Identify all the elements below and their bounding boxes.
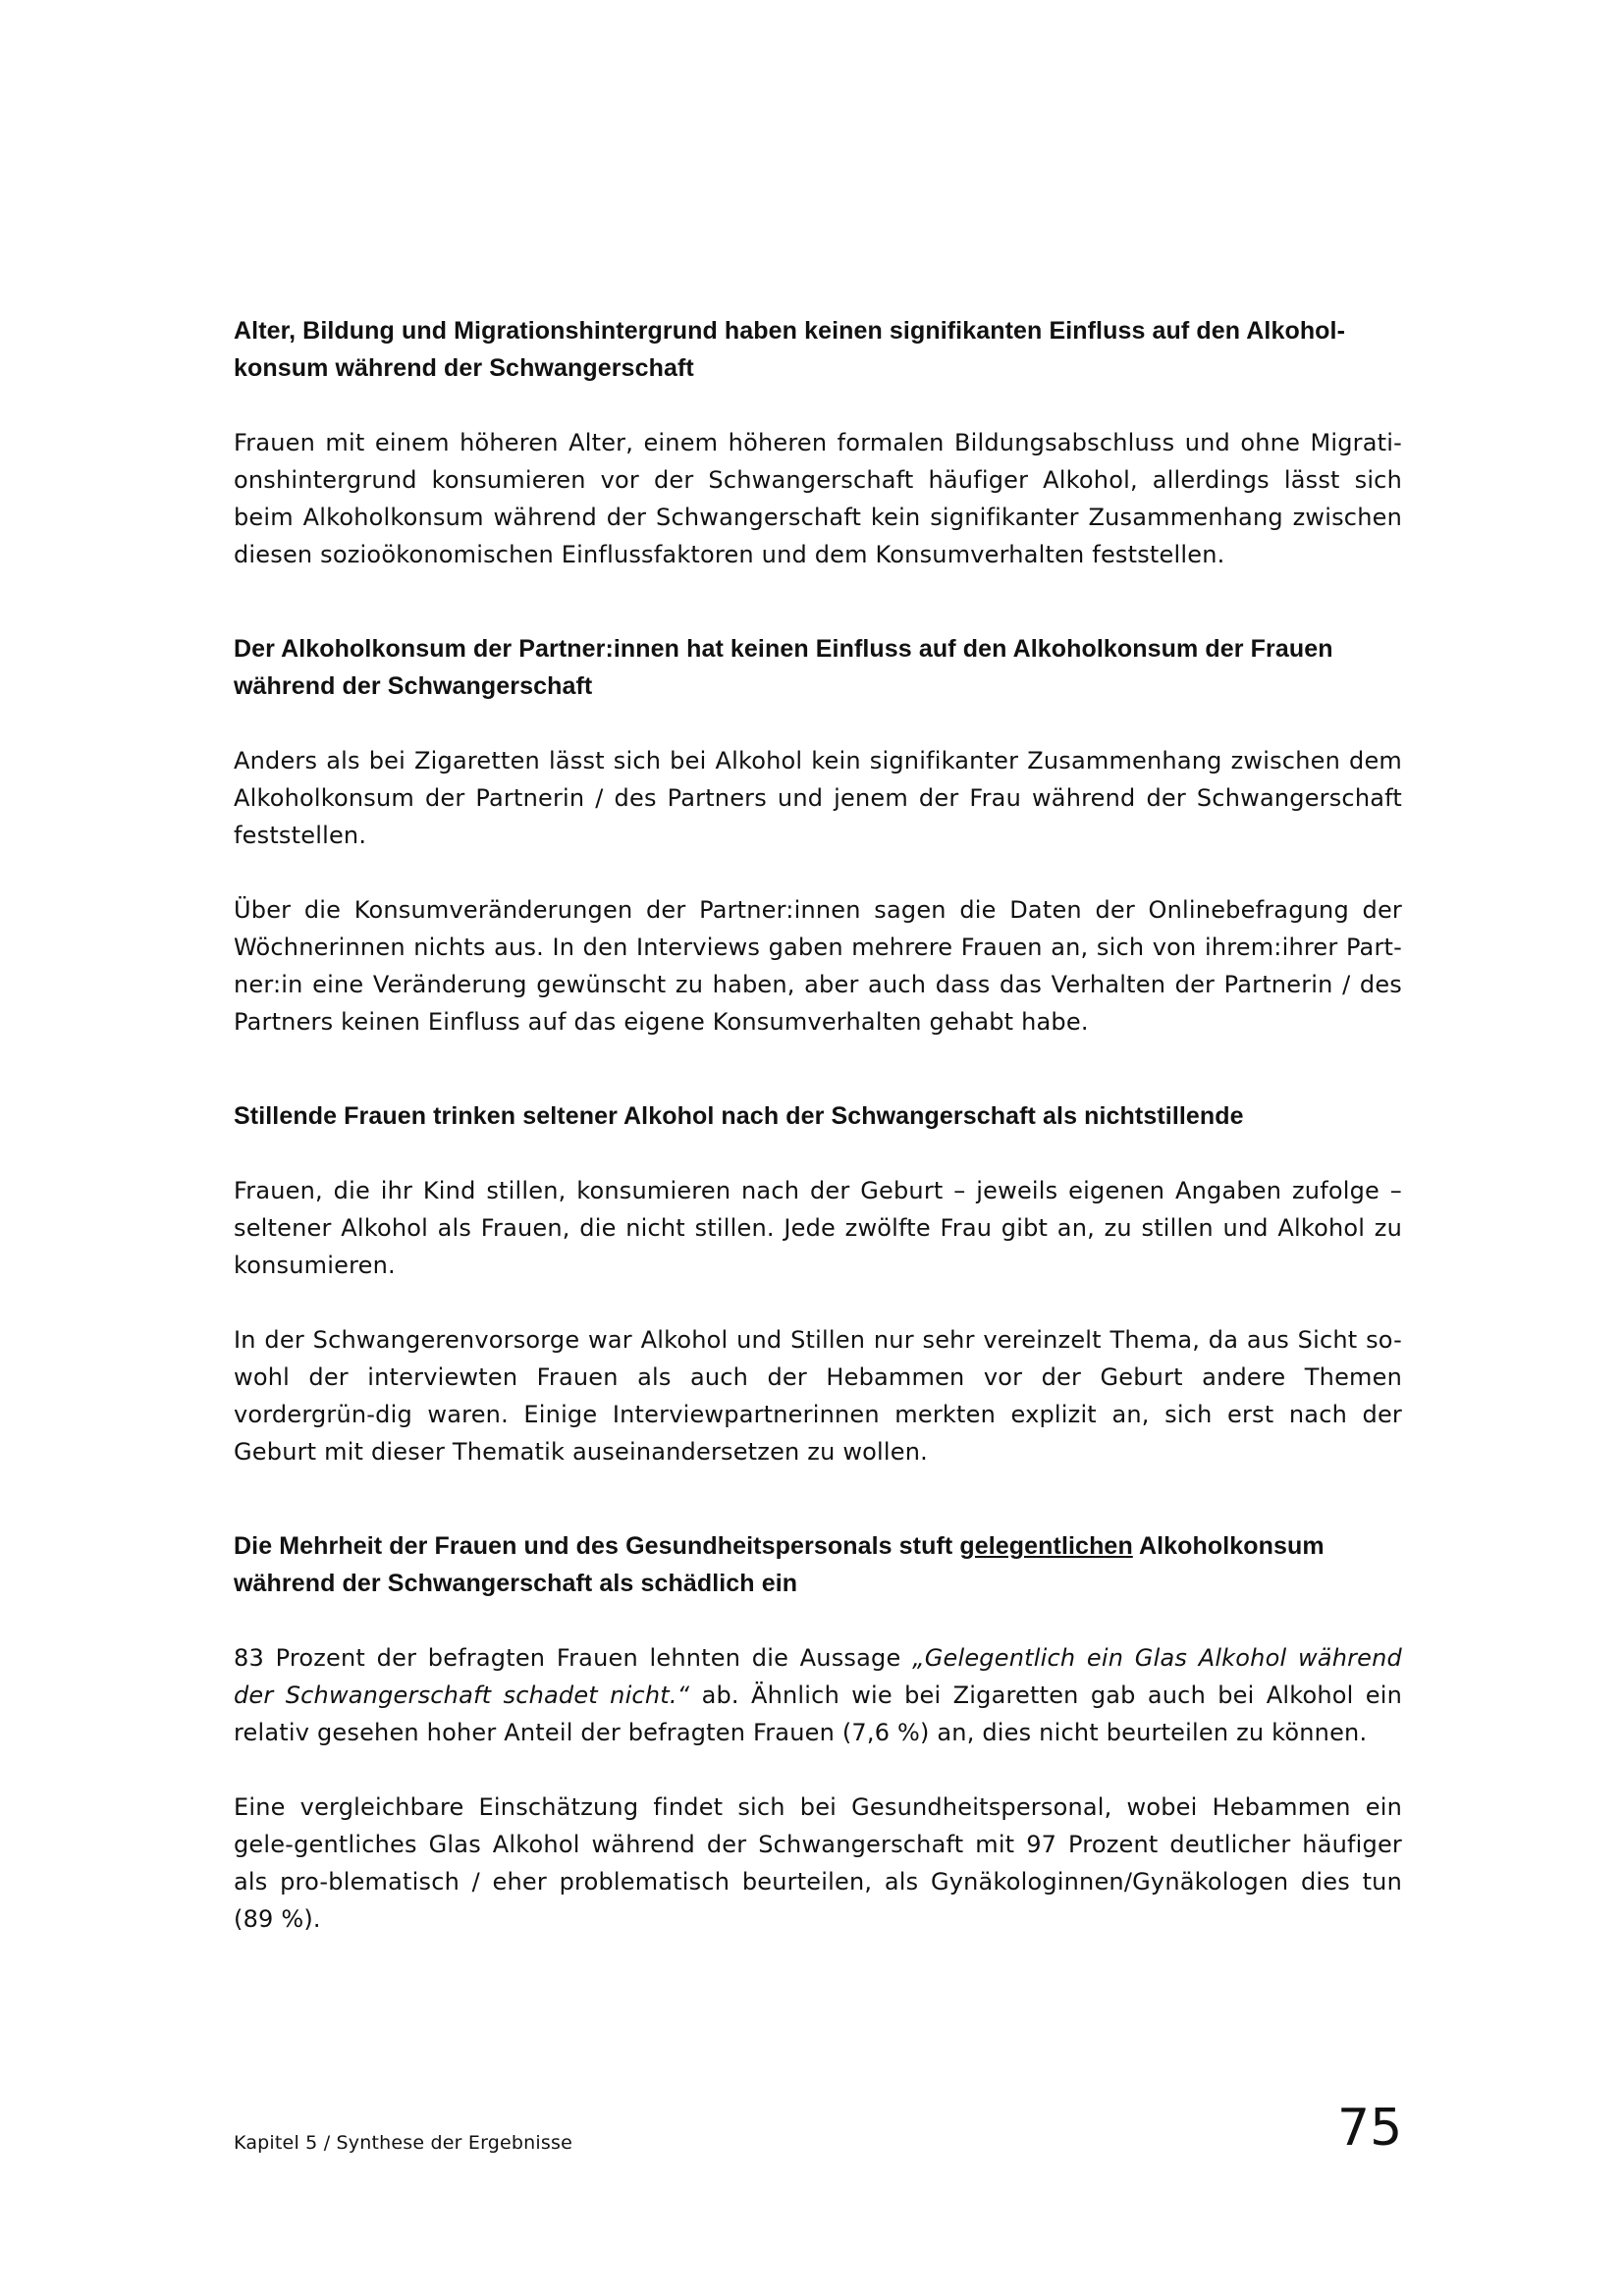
quoted-statement: „Gelegentlich ein Glas Alkohol während der Schwangerschaft schadet nicht.“ <box>234 1644 1402 1709</box>
section-heading-3: Stillende Frauen trinken seltener Alkohol nach der Schwangerschaft als nichtstillende <box>234 1102 1244 1130</box>
section-heading-2: Der Alkoholkonsum der Partner:innen hat keinen Einfluss auf den Alkoholkonsum der Frauen während der Schwangerschaft <box>234 635 1333 700</box>
section-4-heading-part1: Die Mehrheit der Frauen und des Gesundheitspersonals stuft <box>234 1532 953 1560</box>
section-3-paragraph-2: In der Schwangerenvorsorge war Alkohol und Stillen nur sehr vereinzelt Thema, da aus Sicht so-wohl der interviewten Frauen als auch der Hebammen vor der Geburt andere Themen vordergrün-dig waren. Einige Interviewpartnerinnen merkten explizit an, sich erst nach der Geburt mit dieser Thematik auseinandersetzen zu wollen. <box>234 1326 1402 1466</box>
section-4-heading-underlined: gelegentlichen <box>959 1532 1133 1560</box>
section-heading-1: Alter, Bildung und Migrationshintergrund haben keinen signifikanten Einfluss auf den Alkohol-konsum während der Schwangerschaft <box>234 317 1346 382</box>
section-heading-4 <box>234 1527 1402 1602</box>
section-4-heading-part2: Alkoholkonsum während der Schwangerschaft als schädlich ein <box>234 1532 1325 1597</box>
section-2-paragraph-1: Anders als bei Zigaretten lässt sich bei Alkohol kein signifikanter Zusammenhang zwischen dem Alkoholkonsum der Partnerin / des Partners und jenem der Frau während der Schwangerschaft feststellen. <box>234 747 1402 849</box>
section-3-paragraph-1: Frauen, die ihr Kind stillen, konsumieren nach der Geburt – jeweils eigenen Angaben zufolge – seltener Alkohol als Frauen, die nicht stillen. Jede zwölfte Frau gibt an, zu stillen und Alkohol zu konsumieren. <box>234 1177 1402 1279</box>
section-1-paragraph-1: Frauen mit einem höheren Alter, einem höheren formalen Bildungsabschluss und ohne Migrati-onshintergrund konsumieren vor der Schwangerschaft häufiger Alkohol, allerdings lässt sich beim Alkoholkonsum während der Schwangerschaft kein signifikanter Zusammenhang zwischen diesen sozioökonomischen Einflussfaktoren und dem Konsumverhalten feststellen. <box>234 429 1402 568</box>
page-content <box>234 312 1402 1938</box>
section-2-paragraph-2: Über die Konsumveränderungen der Partner:innen sagen die Daten der Onlinebefragung der Wöchnerinnen nichts aus. In den Interviews gaben mehrere Frauen an, sich von ihrem:ihrer Part-ner:in eine Veränderung gewünscht zu haben, aber auch dass das Verhalten der Partnerin / des Partners keinen Einfluss auf das eigene Konsumverhalten gehabt habe. <box>234 896 1402 1036</box>
footer-chapter-label: Kapitel 5 / Synthese der Ergebnisse <box>234 2132 572 2154</box>
section-4-paragraph-1 <box>234 1639 1402 1751</box>
section-4-paragraph-1-part1: 83 Prozent der befragten Frauen lehnten die Aussage <box>234 1644 901 1672</box>
page-number: 75 <box>1337 2099 1403 2158</box>
section-4-paragraph-2: Eine vergleichbare Einschätzung findet sich bei Gesundheitspersonal, wobei Hebammen ein gele-gentliches Glas Alkohol während der Schwangerschaft mit 97 Prozent deutlicher häufiger als pro-blematisch / eher problematisch beurteilen, als Gynäkologinnen/Gynäkologen dies tun (89 %). <box>234 1793 1402 1933</box>
section-4-paragraph-1-part2: ab. Ähnlich wie bei Zigaretten gab auch bei Alkohol ein relativ gesehen hoher Anteil der befragten Frauen (7,6 %) an, dies nicht beurteilen zu können. <box>234 1682 1402 1746</box>
